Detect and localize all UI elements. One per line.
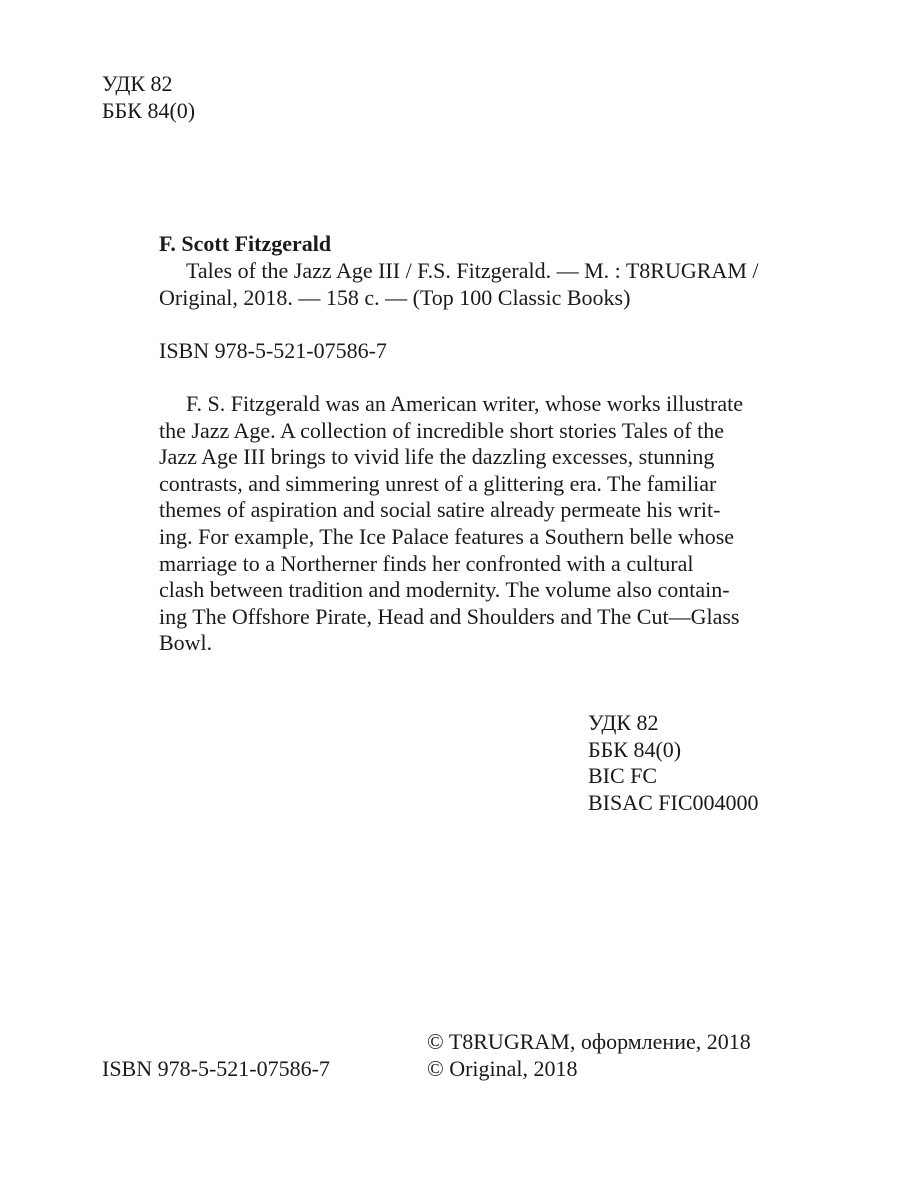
- annotation-paragraph: [159, 391, 779, 657]
- annotation-line: Jazz Age III brings to vivid life the dazzling excesses, stunning: [159, 444, 715, 470]
- annotation-line: marriage to a Northerner finds her confronted with a cultural: [159, 550, 694, 576]
- annotation-line: ing The Offshore Pirate, Head and Shoulders and The Cut—Glass: [159, 603, 740, 629]
- classification-bic: BIC FC: [588, 763, 658, 789]
- copyright-publisher: © T8RUGRAM, оформление, 2018: [427, 1029, 751, 1054]
- annotation-line: themes of aspiration and social satire already permeate his writ-: [159, 497, 721, 523]
- annotation-line: F. S. Fitzgerald was an American writer, whose works illustrate: [186, 391, 744, 416]
- annotation-line: the Jazz Age. A collection of incredible short stories Tales of the: [159, 417, 725, 443]
- top-udk-code: УДК 82: [102, 71, 173, 96]
- record-isbn: ISBN 978-5-521-07586-7: [159, 338, 387, 363]
- annotation-line: clash between tradition and modernity. The volume also contain-: [159, 577, 730, 603]
- bibliographic-line-2: Original, 2018. — 158 c. — (Top 100 Classic Books): [159, 285, 631, 310]
- top-bbk-code: ББК 84(0): [102, 98, 196, 123]
- copyright-original: © Original, 2018: [427, 1056, 578, 1081]
- classification-bbk: ББК 84(0): [588, 736, 682, 762]
- footer-isbn: ISBN 978-5-521-07586-7: [102, 1056, 330, 1081]
- annotation-line: Bowl.: [159, 630, 213, 656]
- author-name: F. Scott Fitzgerald: [159, 231, 332, 256]
- classification-udk: УДК 82: [588, 710, 659, 735]
- classification-block: [588, 710, 759, 816]
- annotation-line: contrasts, and simmering unrest of a glittering era. The familiar: [159, 470, 717, 496]
- annotation-line: ing. For example, The Ice Palace features a Southern belle whose: [159, 523, 735, 549]
- bibliographic-line-1: Tales of the Jazz Age III / F.S. Fitzgerald. — M. : T8RUGRAM /: [186, 258, 759, 283]
- classification-bisac: BISAC FIC004000: [588, 789, 759, 815]
